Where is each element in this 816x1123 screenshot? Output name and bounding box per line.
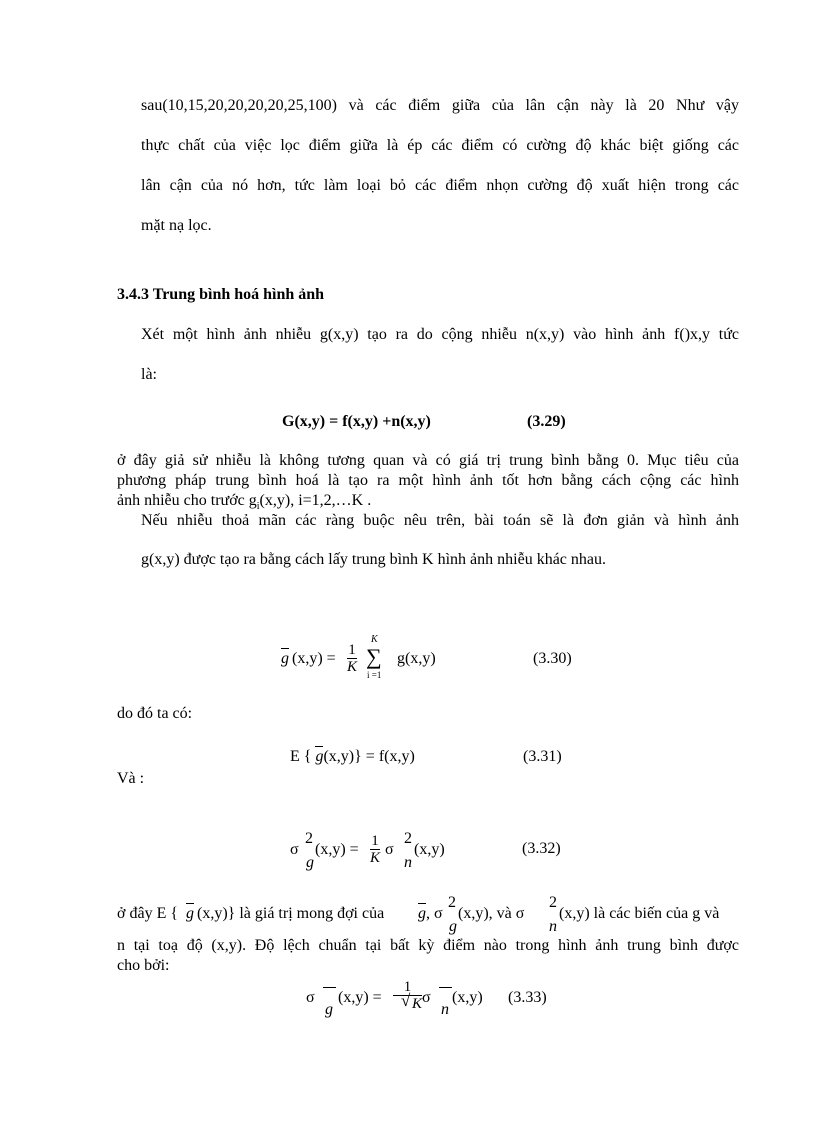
- subscript: n: [549, 918, 557, 935]
- eq-text: g(x,y): [397, 650, 436, 667]
- g-bar: g: [418, 905, 426, 922]
- sigma-symbol: σ: [306, 989, 315, 1006]
- paragraph-line: là:: [141, 366, 157, 383]
- g-bar: g: [315, 748, 324, 765]
- fraction: [393, 979, 422, 1012]
- equation-number: (3.30): [533, 650, 572, 667]
- equation-number: (3.31): [523, 748, 562, 765]
- subscript: g: [325, 1001, 333, 1018]
- eq-text: (x,y): [452, 989, 483, 1006]
- bar-line: [439, 987, 452, 988]
- paragraph-line: do đó ta có:: [117, 705, 193, 722]
- equation-number: (3.32): [522, 840, 561, 857]
- sum-symbol: ∑: [366, 644, 382, 669]
- g-bar: g: [186, 905, 194, 922]
- eq-text: (x,y): [414, 841, 445, 858]
- eq-text: (x,y) =: [315, 841, 359, 858]
- paragraph-line: Và :: [117, 770, 145, 787]
- superscript: 2: [404, 830, 412, 847]
- equation-number: (3.29): [527, 413, 566, 430]
- denominator: [393, 995, 422, 1012]
- sigma-symbol: σ: [422, 989, 431, 1006]
- denominator: K: [347, 659, 358, 675]
- paragraph-line: n tại toạ độ (x,y). Độ lệch chuẩn tại bất kỳ điểm nào trong hình ảnh trung bình được: [117, 937, 739, 954]
- eq-text: (x,y)} = f(x,y): [323, 748, 415, 765]
- subscript: n: [404, 854, 412, 871]
- paragraph-line: ở đây giả sử nhiễu là không tương quan và có giá trị trung bình bằng 0. Mục tiêu của: [117, 452, 739, 469]
- eq-text: (x,y) =: [338, 989, 382, 1006]
- bar-line: [323, 987, 336, 988]
- text-run: ở đây E {: [117, 905, 179, 922]
- numerator: 1: [371, 833, 379, 849]
- subscript: n: [441, 1001, 449, 1018]
- equation-3-29: G(x,y) = f(x,y) +n(x,y): [282, 413, 431, 430]
- paragraph-line: lân cận của nó hơn, tức làm loại bỏ các điểm nhọn cường độ xuất hiện trong các: [141, 177, 739, 194]
- paragraph-line: Nếu nhiễu thoả mãn các ràng buộc nêu trên, bài toán sẽ là đơn giản và hình ảnh: [141, 512, 739, 529]
- numerator: 1: [403, 979, 412, 995]
- equation-3-33: [306, 975, 556, 1023]
- text-run: (x,y) là các biến của g và: [559, 905, 720, 922]
- equation-3-31: [290, 748, 415, 766]
- eq-text: (x,y) =: [292, 650, 336, 667]
- denominator: K: [370, 850, 381, 866]
- text-run: ảnh nhiễu cho trước g: [117, 492, 257, 509]
- fraction: [370, 833, 380, 866]
- eq-text: E {: [290, 748, 312, 765]
- sqrt: √ K: [403, 996, 422, 1012]
- section-heading: 3.4.3 Trung bình hoá hình ảnh: [117, 286, 325, 303]
- text-run: (x,y), i=1,2,…K .: [259, 492, 372, 509]
- fraction: [347, 642, 357, 675]
- equation-3-32: [290, 828, 490, 872]
- text-run: (x,y)} là giá trị mong đợi của: [197, 905, 385, 922]
- text-run: (x,y), và σ: [458, 905, 525, 922]
- paragraph-line: sau(10,15,20,20,20,20,25,100) và các điểm giữa của lân cận này là 20 Như vậy: [141, 97, 739, 114]
- equation-number: (3.33): [508, 989, 547, 1006]
- sum-lower: i =1: [367, 670, 382, 680]
- subscript: g: [449, 918, 457, 935]
- superscript: 2: [448, 894, 456, 911]
- g-bar: g: [281, 650, 289, 667]
- paragraph-line: [117, 492, 371, 512]
- sigma-symbol: σ: [385, 841, 394, 858]
- paragraph-line: Xét một hình ảnh nhiễu g(x,y) tạo ra do cộng nhiễu n(x,y) vào hình ảnh f()x,y tức: [141, 326, 739, 343]
- paragraph-line: cho bởi:: [117, 957, 170, 974]
- paragraph-line: thực chất của việc lọc điểm giữa là ép các điểm có cường độ khác biệt giống các: [141, 137, 739, 154]
- text-run: , σ: [426, 905, 443, 922]
- subscript: i: [256, 501, 260, 513]
- paragraph-line: mặt nạ lọc.: [141, 217, 212, 234]
- sum-upper: K: [371, 634, 378, 645]
- subscript: g: [306, 854, 314, 871]
- numerator: 1: [348, 642, 356, 658]
- paragraph-line: phương pháp trung bình hoá là tạo ra một hình ảnh tốt hơn bằng cách cộng các hình: [117, 472, 739, 489]
- sigma-symbol: σ: [290, 841, 299, 858]
- paragraph-line: g(x,y) được tạo ra bằng cách lấy trung bình K hình ảnh nhiễu khác nhau.: [141, 551, 606, 568]
- superscript: 2: [305, 830, 313, 847]
- paragraph-line: [117, 896, 742, 938]
- superscript: 2: [549, 894, 557, 911]
